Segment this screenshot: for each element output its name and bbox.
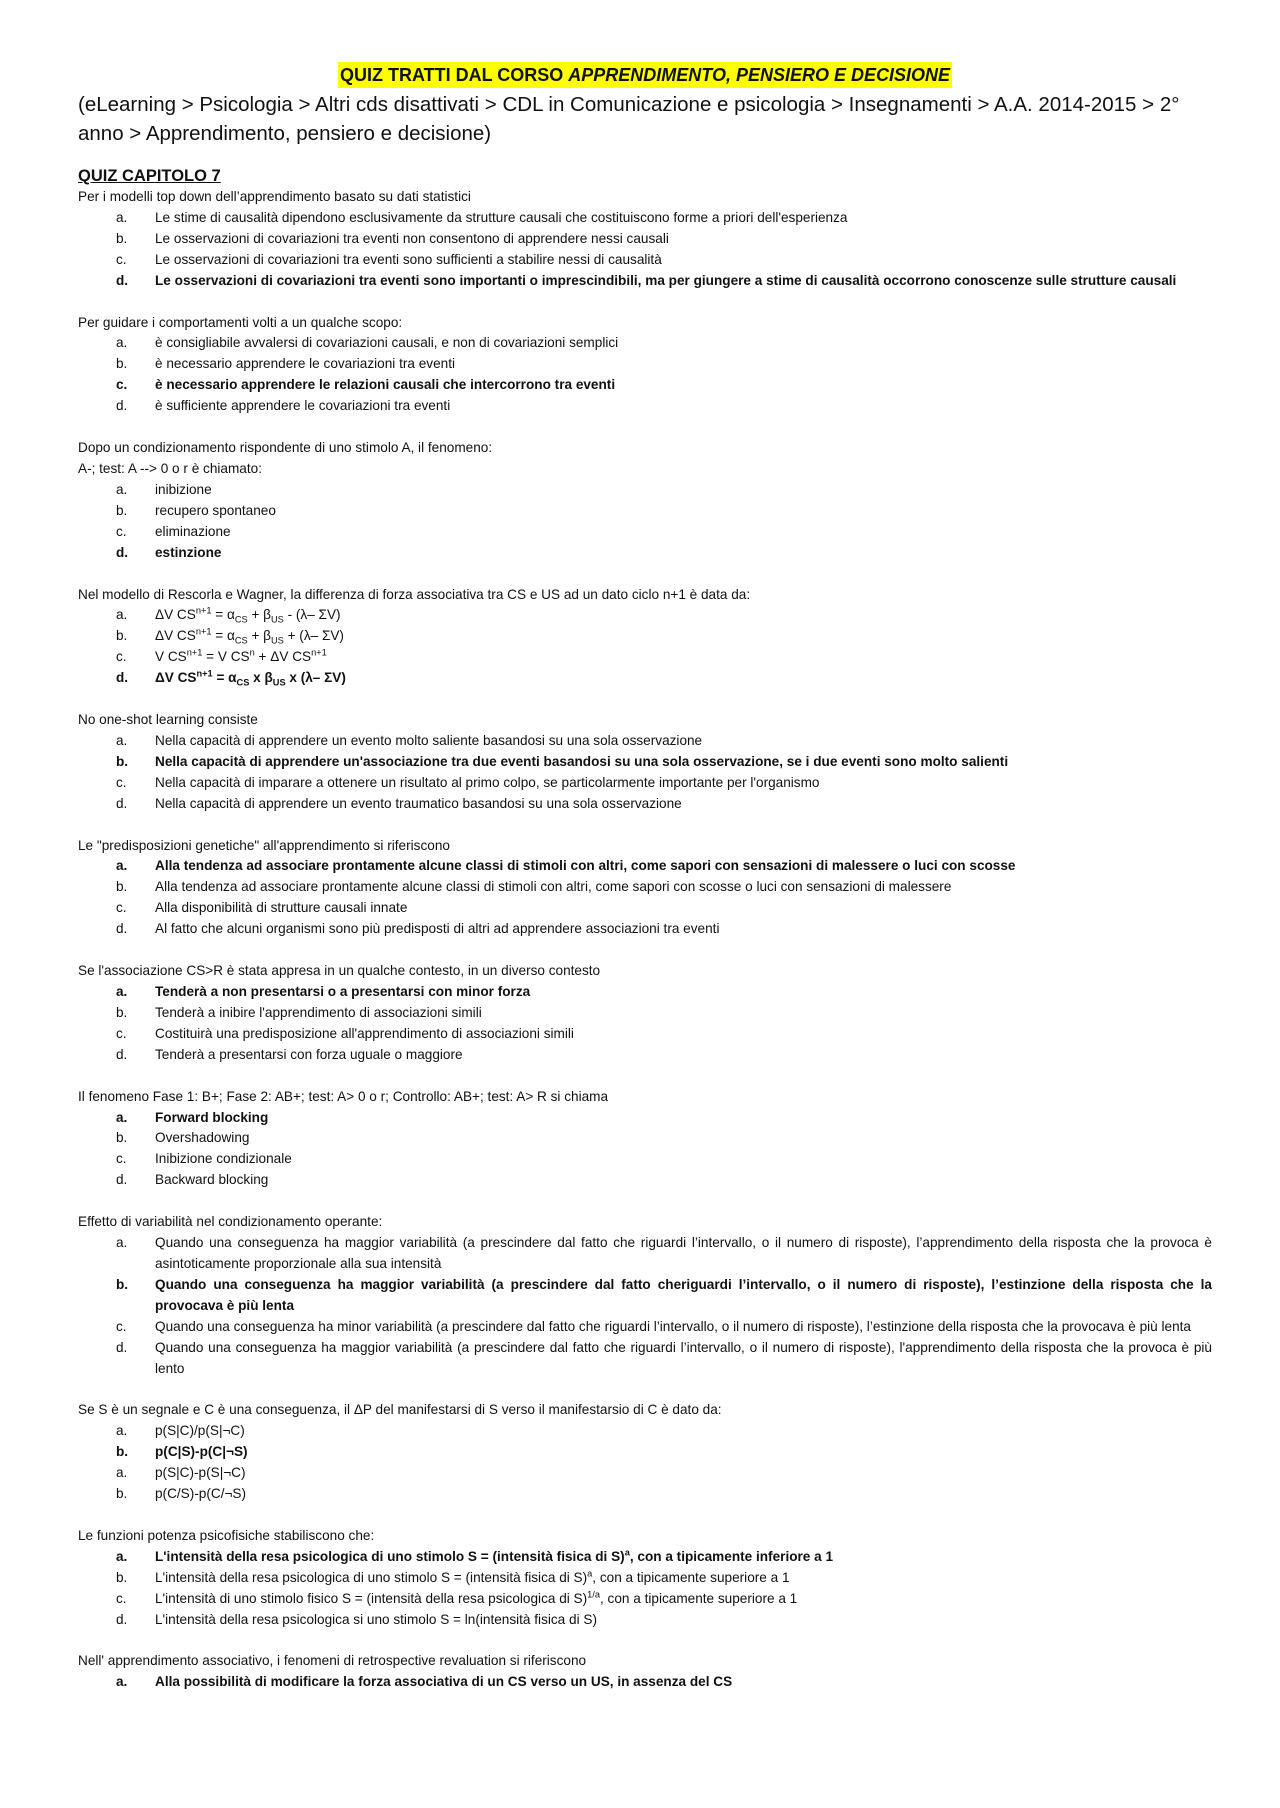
answer-option xyxy=(78,396,1212,417)
option-text: L'intensità di uno stimolo fisico S = (intensità della resa psicologica di S)$^{1/a}$, con a tipicamente superiore a 1 xyxy=(155,1589,798,1606)
question-block xyxy=(78,961,1212,1066)
answer-option xyxy=(78,1568,1212,1589)
answer-option xyxy=(78,605,1212,626)
option-letter: d. xyxy=(116,795,128,811)
answer-option xyxy=(78,250,1212,271)
option-text: p(S|C)/p(S|¬C) xyxy=(155,1423,245,1439)
answer-option xyxy=(78,1317,1212,1338)
title-course-name: APPRENDIMENTO, PENSIERO E DECISIONE xyxy=(568,65,951,85)
answer-option-correct xyxy=(78,1275,1212,1317)
answer-option xyxy=(78,1484,1212,1505)
option-letter: b. xyxy=(116,1569,128,1585)
question-block xyxy=(78,438,1212,563)
question-text: Dopo un condizionamento rispondente di uno stimolo A, il fenomeno: A-; test: A --> 0 o r è chiamato: xyxy=(78,440,493,476)
option-letter: c. xyxy=(116,377,128,393)
answer-option xyxy=(78,1170,1212,1191)
option-letter: b. xyxy=(116,628,128,644)
option-letter: a. xyxy=(116,1465,128,1481)
question-text: Per i modelli top down dell’apprendimento basato su dati statistici xyxy=(78,189,471,204)
question-text: Nel modello di Rescorla e Wagner, la differenza di forza associativa tra CS e US ad un dato ciclo n+1 è data da: xyxy=(78,586,751,602)
option-letter: b. xyxy=(116,502,128,518)
question-text: Per guidare i comportamenti volti a un qualche scopo: xyxy=(78,314,403,330)
answer-option xyxy=(78,208,1212,229)
option-text: eliminazione xyxy=(155,523,231,539)
answer-option xyxy=(78,898,1212,919)
title-prefix: QUIZ TRATTI DAL CORSO xyxy=(339,65,569,85)
option-text: p(S|C)-p(S|¬C) xyxy=(155,1465,246,1481)
question-text: Le funzioni potenza psicofisiche stabiliscono che: xyxy=(78,1527,375,1543)
option-text: Le osservazioni di covariazioni tra eventi non consentono di apprendere nessi causali xyxy=(155,230,669,246)
answer-option xyxy=(78,1045,1212,1066)
option-letter: c. xyxy=(116,1151,127,1167)
option-text: Quando una conseguenza ha maggior variabilità (a prescindere dal fatto che riguardi l’intervallo, o il numero di risposte), l’apprendimento della risposta che la provoca è asintoticamente proporzionale alla sua intensità xyxy=(155,1235,1212,1271)
option-letter: c. xyxy=(116,251,127,267)
option-text: Nella capacità di imparare a ottenere un risultato al primo colpo, se particolarmente importante per l'organismo xyxy=(155,774,820,790)
option-letter: a. xyxy=(116,1109,128,1125)
answer-option xyxy=(78,1610,1212,1631)
question-block xyxy=(78,585,1212,690)
breadcrumb: (eLearning > Psicologia > Altri cds disattivati > CDL in Comunicazione e psicologia > Insegnamenti > A.A. 2014-2015 > 2° anno > Apprendimento, pensiero e decisione) xyxy=(78,93,1180,145)
option-text: Nella capacità di apprendere un'associazione tra due eventi basandosi su una sola osservazione, se i due eventi sono molto salienti xyxy=(155,753,1009,769)
option-text: è necessario apprendere le covariazioni tra eventi xyxy=(155,356,455,372)
answer-option xyxy=(78,522,1212,543)
answer-option xyxy=(78,480,1212,501)
option-letter: d. xyxy=(116,670,129,686)
option-letter: a. xyxy=(116,732,128,748)
option-letter: c. xyxy=(116,649,127,665)
option-text: ΔV $CS^{n+1} = \alpha_{CS} + \beta_{US} + (\lambda-$ ΣV) xyxy=(155,626,344,647)
option-letter: a. xyxy=(116,335,128,351)
option-text: Backward blocking xyxy=(155,1172,269,1188)
question-block xyxy=(78,187,1212,292)
option-letter: d. xyxy=(116,272,129,288)
option-letter: b. xyxy=(116,753,129,769)
answer-option-correct xyxy=(78,856,1212,877)
question-text: Nell' apprendimento associativo, i fenomeni di retrospective revaluation si riferiscono xyxy=(78,1653,587,1669)
answer-option xyxy=(78,1421,1212,1442)
option-text: Alla possibilità di modificare la forza associativa di un CS verso un US, in assenza del CS xyxy=(155,1674,733,1690)
answer-option xyxy=(78,1233,1212,1275)
answer-option xyxy=(78,773,1212,794)
answer-option-correct xyxy=(78,752,1212,773)
option-letter: b. xyxy=(116,1486,128,1502)
option-text: L'intensità della resa psicologica di uno stimolo S = (intensità fisica di S)$^a$, con a tipicamente inferiore a 1 xyxy=(155,1547,834,1564)
option-letter: d. xyxy=(116,398,128,414)
option-letter: d. xyxy=(116,921,128,937)
option-text: Al fatto che alcuni organismi sono più predisposti di altri ad apprendere associazioni tra eventi xyxy=(155,921,720,937)
answer-option xyxy=(78,1463,1212,1484)
option-text: è necessario apprendere le relazioni causali che intercorrono tra eventi xyxy=(155,377,616,393)
option-letter: b. xyxy=(116,356,128,372)
answer-option-correct xyxy=(78,543,1212,564)
answer-option xyxy=(78,1024,1212,1045)
option-text: estinzione xyxy=(155,544,222,560)
answer-option-correct xyxy=(78,982,1212,1003)
option-text: Overshadowing xyxy=(155,1130,250,1146)
chapter-heading: QUIZ CAPITOLO 7 xyxy=(78,167,221,185)
option-text: Quando una conseguenza ha maggior variabilità (a prescindere dal fatto che riguardi l’intervallo, o il numero di risposte), l'apprendimento della risposta che la provoca è più lento xyxy=(155,1339,1212,1376)
option-letter: b. xyxy=(116,879,128,895)
option-text: Quando una conseguenza ha maggior variabilità (a prescindere dal fatto cheriguardi l’intervallo, o il numero di risposte), l’estinzione della risposta che la provocava è più lenta xyxy=(155,1276,1212,1313)
title-row xyxy=(78,62,1212,88)
answer-option xyxy=(78,1128,1212,1149)
option-text: Alla disponibilità di strutture causali innate xyxy=(155,900,408,916)
option-text: Nella capacità di apprendere un evento traumatico basandosi su una sola osservazione xyxy=(155,795,682,811)
answer-option xyxy=(78,919,1212,940)
option-letter: a. xyxy=(116,607,128,623)
option-letter: a. xyxy=(116,209,128,225)
option-text: ΔV $CS^{n+1} = \alpha_{CS}$ x $\beta_{US}$ x (λ– ΣV) xyxy=(155,668,346,688)
option-text: Quando una conseguenza ha minor variabilità (a prescindere dal fatto che riguardi l’intervallo, o il numero di risposte), l’estinzione della risposta che la provocava è più lenta xyxy=(155,1318,1191,1334)
option-text: è consigliabile avvalersi di covariazioni causali, e non di covariazioni semplici xyxy=(155,335,619,351)
answer-option-correct xyxy=(78,1108,1212,1129)
option-text: Forward blocking xyxy=(155,1109,269,1125)
option-text: Le osservazioni di covariazioni tra eventi sono sufficienti a stabilire nessi di causalità xyxy=(155,251,662,267)
answer-option xyxy=(78,354,1212,375)
question-block xyxy=(78,1651,1212,1693)
answer-option xyxy=(78,877,1212,898)
option-letter: b. xyxy=(116,1276,129,1292)
option-text: ΔV $CS^{n+1} = \alpha_{CS} + \beta_{US} - (\lambda-$ ΣV) xyxy=(155,605,341,626)
option-text: Inibizione condizionale xyxy=(155,1151,292,1167)
option-letter: b. xyxy=(116,1130,128,1146)
answer-option xyxy=(78,647,1212,668)
option-letter: d. xyxy=(116,1046,128,1062)
question-block xyxy=(78,710,1212,815)
option-letter: d. xyxy=(116,1172,128,1188)
answer-option xyxy=(78,1338,1212,1380)
answer-option-correct xyxy=(78,1442,1212,1463)
answer-option-correct xyxy=(78,271,1212,292)
option-letter: b. xyxy=(116,230,128,246)
option-text: Costituirà una predisposizione all'apprendimento di associazioni simili xyxy=(155,1025,574,1041)
answer-option-correct xyxy=(78,1672,1212,1693)
option-letter: a. xyxy=(116,481,128,497)
option-text: inibizione xyxy=(155,481,212,497)
option-text: Le osservazioni di covariazioni tra eventi sono importanti o imprescindibili, ma per giungere a stime di causalità occorrono conoscenze sulle strutture causali xyxy=(155,272,1177,288)
page-title xyxy=(338,62,952,88)
option-letter: c. xyxy=(116,1025,127,1041)
option-text: Alla tendenza ad associare prontamente alcune classi di stimoli con altri, come sapori con sensazioni di malessere o luci con scosse xyxy=(155,858,1016,874)
question-block xyxy=(78,836,1212,941)
option-letter: a. xyxy=(116,1235,128,1251)
option-text: Tenderà a inibire l'apprendimento di associazioni simili xyxy=(155,1004,482,1020)
question-block xyxy=(78,1087,1212,1192)
option-text: Alla tendenza ad associare prontamente alcune classi di stimoli con altri, come sapori con scosse o luci con sensazioni di malessere xyxy=(155,879,952,895)
option-text: L'intensità della resa psicologica si uno stimolo S = ln(intensità fisica di S) xyxy=(155,1611,597,1627)
answer-option xyxy=(78,333,1212,354)
answer-option xyxy=(78,1003,1212,1024)
answer-option-correct xyxy=(78,668,1212,689)
answer-option-correct xyxy=(78,375,1212,396)
question-block xyxy=(78,1212,1212,1379)
option-text: Nella capacità di apprendere un evento molto saliente basandosi su una sola osservazione xyxy=(155,732,703,748)
option-text: p(C|S)-p(C|¬S) xyxy=(155,1444,248,1460)
option-letter: d. xyxy=(116,544,129,560)
option-text: recupero spontaneo xyxy=(155,502,276,518)
question-text: Effetto di variabilità nel condizionamento operante: xyxy=(78,1214,383,1230)
answer-option-correct xyxy=(78,1547,1212,1568)
option-text: è sufficiente apprendere le covariazioni tra eventi xyxy=(155,398,451,414)
answer-option xyxy=(78,626,1212,647)
question-text: No one-shot learning consiste xyxy=(78,712,258,728)
question-block xyxy=(78,313,1212,418)
option-letter: a. xyxy=(116,1423,128,1439)
option-letter: a. xyxy=(116,984,128,999)
option-letter: a. xyxy=(116,1674,128,1690)
option-letter: a. xyxy=(116,1548,128,1564)
option-text: Tenderà a non presentarsi o a presentarsi con minor forza xyxy=(155,984,531,999)
option-letter: c. xyxy=(116,900,127,916)
question-block xyxy=(78,1526,1212,1631)
question-text: Se S è un segnale e C è una conseguenza, il ΔP del manifestarsi di S verso il manifestarsio di C è dato da: xyxy=(78,1402,722,1418)
question-text: Le "predisposizioni genetiche" all'apprendimento si riferiscono xyxy=(78,837,450,853)
option-text: L'intensità della resa psicologica di uno stimolo S = (intensità fisica di S)$^a$, con a tipicamente superiore a 1 xyxy=(155,1568,790,1585)
option-letter: b. xyxy=(116,1004,128,1020)
option-text: Le stime di causalità dipendono esclusivamente da strutture causali che costituiscono forme a priori dell'esperienza xyxy=(155,209,848,225)
option-letter: c. xyxy=(116,774,127,790)
question-block xyxy=(78,1400,1212,1505)
option-text: Tenderà a presentarsi con forza uguale o maggiore xyxy=(155,1046,463,1062)
answer-option xyxy=(78,794,1212,815)
answer-option xyxy=(78,229,1212,250)
option-letter: c. xyxy=(116,1590,127,1606)
option-letter: c. xyxy=(116,1318,127,1334)
answer-option xyxy=(78,1589,1212,1610)
option-letter: d. xyxy=(116,1611,128,1627)
option-letter: a. xyxy=(116,858,128,874)
option-text: V $CS^{n+1} = V$ $CS^n + \Delta V$ $CS^{n+1}$ xyxy=(155,647,327,665)
question-text: Se l'associazione CS>R è stata appresa in un qualche contesto, in un diverso contesto xyxy=(78,963,601,979)
option-letter: d. xyxy=(116,1339,128,1355)
option-letter: b. xyxy=(116,1444,129,1460)
answer-option xyxy=(78,1149,1212,1170)
answer-option xyxy=(78,731,1212,752)
question-text: Il fenomeno Fase 1: B+; Fase 2: AB+; test: A> 0 o r; Controllo: AB+; test: A> R si chiama xyxy=(78,1088,609,1104)
option-text: p(C/S)-p(C/¬S) xyxy=(155,1486,247,1502)
answer-option xyxy=(78,501,1212,522)
question-list xyxy=(78,187,1212,1693)
option-letter: c. xyxy=(116,523,127,539)
